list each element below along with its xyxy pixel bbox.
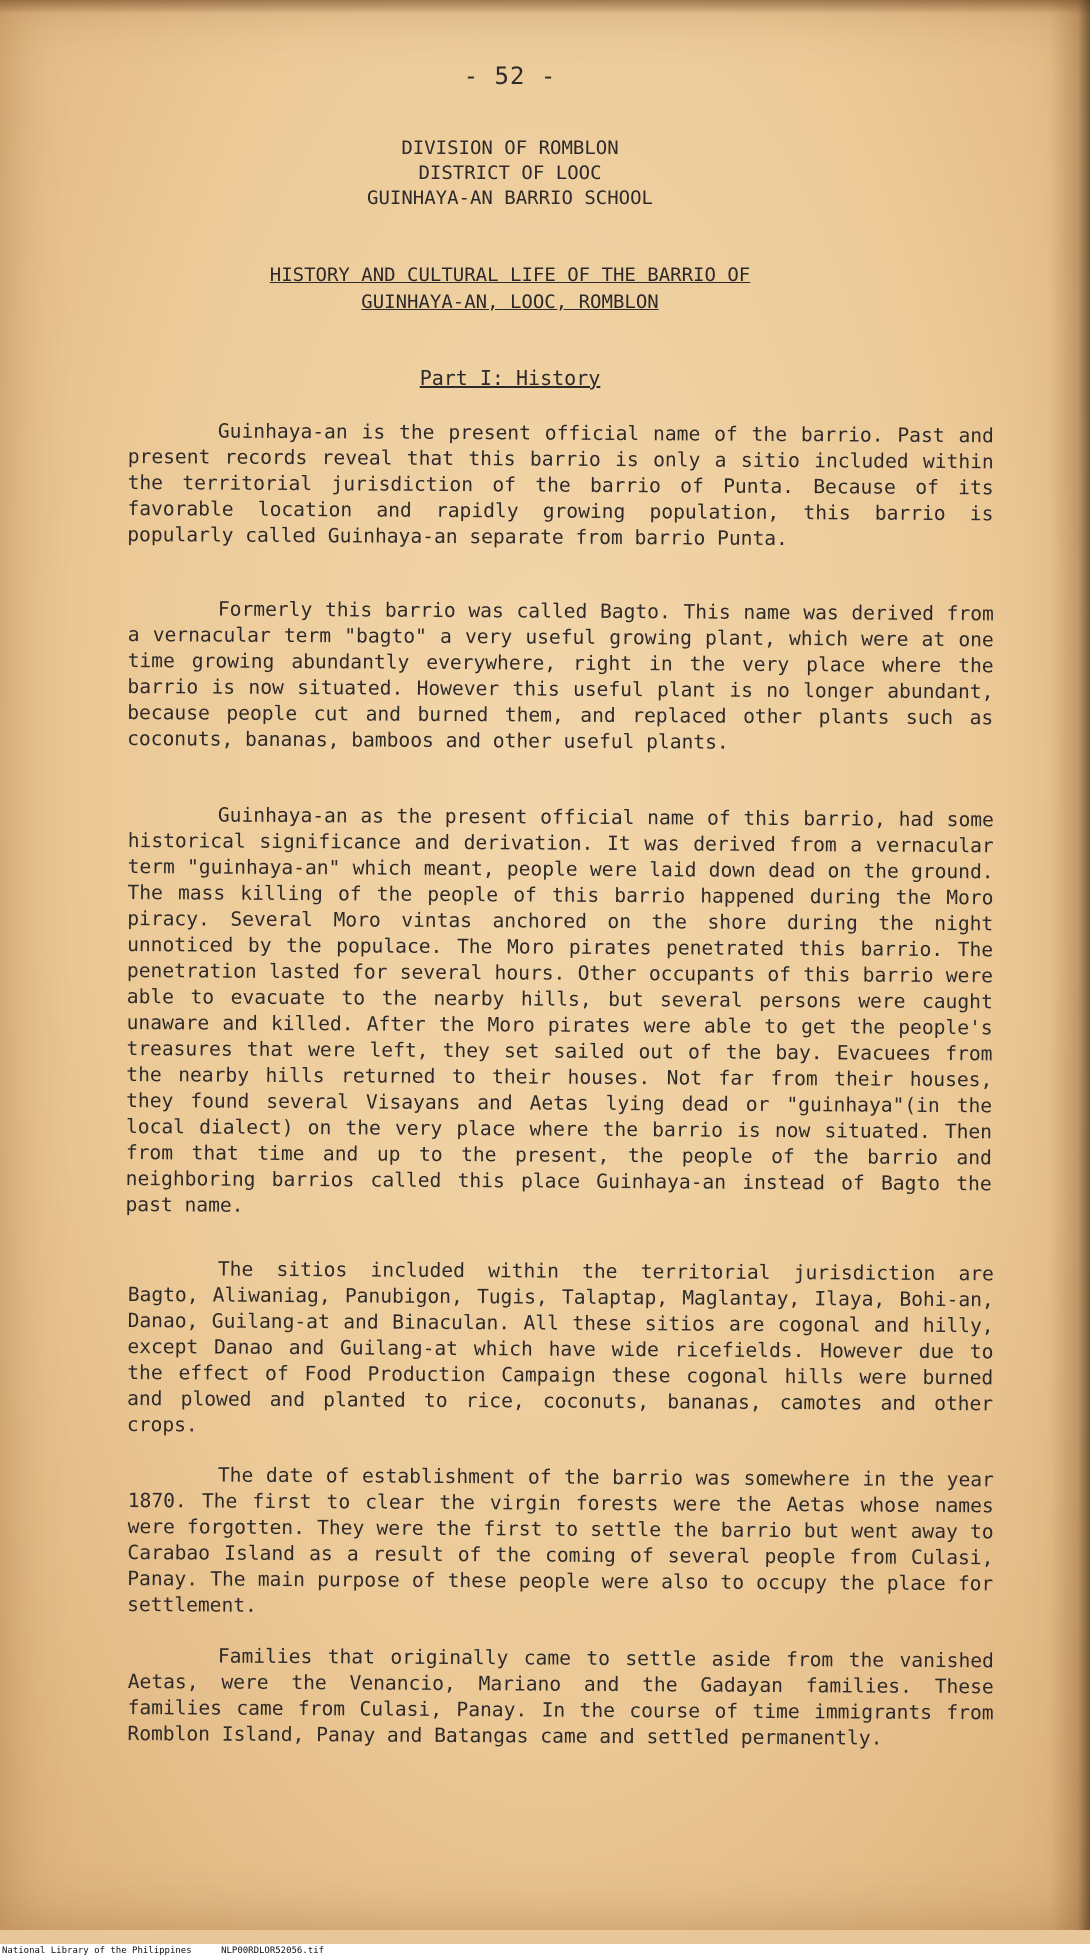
header-district: DISTRICT OF LOOC [418, 162, 602, 184]
header-school: GUINHAYA-AN BARRIO SCHOOL [367, 187, 653, 209]
scan-footer [0, 1944, 1090, 1958]
title-line-2: GUINHAYA-AN, LOOC, ROMBLON [361, 291, 659, 313]
title-line-1: HISTORY AND CULTURAL LIFE OF THE BARRIO OF [269, 264, 751, 286]
body-paragraph [127, 1643, 994, 1782]
paragraph-text: The sitios included within the territorial jurisdiction are Bagto, Aliwaniag, Panubigon, Tugis, Talaptap, Maglantay, Ilaya, Bohi-an, Danao, Guilang-at and Binaculan. All these sitios are cogonal and hilly, except Danao and Guilang-at which have wide ricefields. However due to the effect of Food Production Campaign these cogonal hills were burned and plowed and planted to rice, coconuts, bananas, camotes and other crops. [126, 1257, 994, 1437]
paragraph-text: Families that originally came to settle aside from the vanished Aetas, were the Venancio, Mariano and the Gadayan families. These families came from Culasi, Panay. In the course of time immigrants from Romblon Island, Panay and Batangas came and settled permanently. [127, 1644, 994, 1750]
body-paragraph [127, 1256, 994, 1473]
document-title [0, 262, 1020, 316]
body-paragraph [127, 418, 994, 583]
page-number: - 52 - [463, 62, 557, 90]
body-paragraph [127, 596, 994, 787]
paragraph-text: The date of establishment of the barrio was somewhere in the year 1870. The first to clear the virgin forests were the Aetas whose names were forgotten. They were the first to settle the barrio but went away to Carabao Island as a result of the coming of several people from Culasi, Panay. The main purpose of these people were also to occupy the place for settlement. [127, 1463, 994, 1617]
header-division: DIVISION OF ROMBLON [401, 137, 619, 159]
footer-library: National Library of the Philippines [2, 1946, 192, 1956]
paragraph-text: Guinhaya-an as the present official name of this barrio, had some historical significance and derivation. It was derived from a vernacular term "guinhaya-an" which meant, people were laid down dead on the ground. The mass killing of the people of this barrio happened during the Moro piracy. Several Moro vintas anchored on the shore during the night unnoticed by the populace. The Moro pirates penetrated this barrio. The penetration lasted for several hours. Other occupants of this barrio were able to evacuate to the nearby hills, but several persons were caught unaware and killed. After the Moro pirates were able to get the people's treasures that were left, they set sailed out of the bay. Evacuees from the nearby hills returned to their houses. Not far from their houses, they found several Visayans and Aetas lying dead or "guinhaya"(in the local dialect) on the very place where the barrio is now situated. Then from that time and up to the present, the people of the barrio and neighboring barrios called this place Guinhaya-an instead of Bagto the past name. [125, 803, 994, 1217]
body-paragraph [125, 802, 994, 1253]
body-paragraph [127, 1462, 994, 1653]
section-heading: Part I: History [419, 366, 601, 390]
page-shadow-top [0, 0, 1090, 14]
paragraph-text: Formerly this barrio was called Bagto. This name was derived from a vernacular term "bagto" a very useful growing plant, which were at one time growing abundantly everywhere, right in the very place where the barrio is now situated. However this useful plant is no longer abundant, because people cut and burned them, and replaced other plants such as coconuts, bananas, bamboos and other useful plants. [127, 597, 994, 754]
footer-filename: NLP00RDLOR52056.tif [221, 1946, 325, 1956]
document-header [0, 136, 1020, 211]
paragraph-text: Guinhaya-an is the present official name of the barrio. Past and present records reveal that this barrio is only a sitio included within the territorial jurisdiction of the barrio of Punta. Because of its favorable location and rapidly growing population, this barrio is popularly called Guinhaya-an separate from barrio Punta. [127, 419, 994, 551]
page-shadow-right [1050, 0, 1090, 1930]
